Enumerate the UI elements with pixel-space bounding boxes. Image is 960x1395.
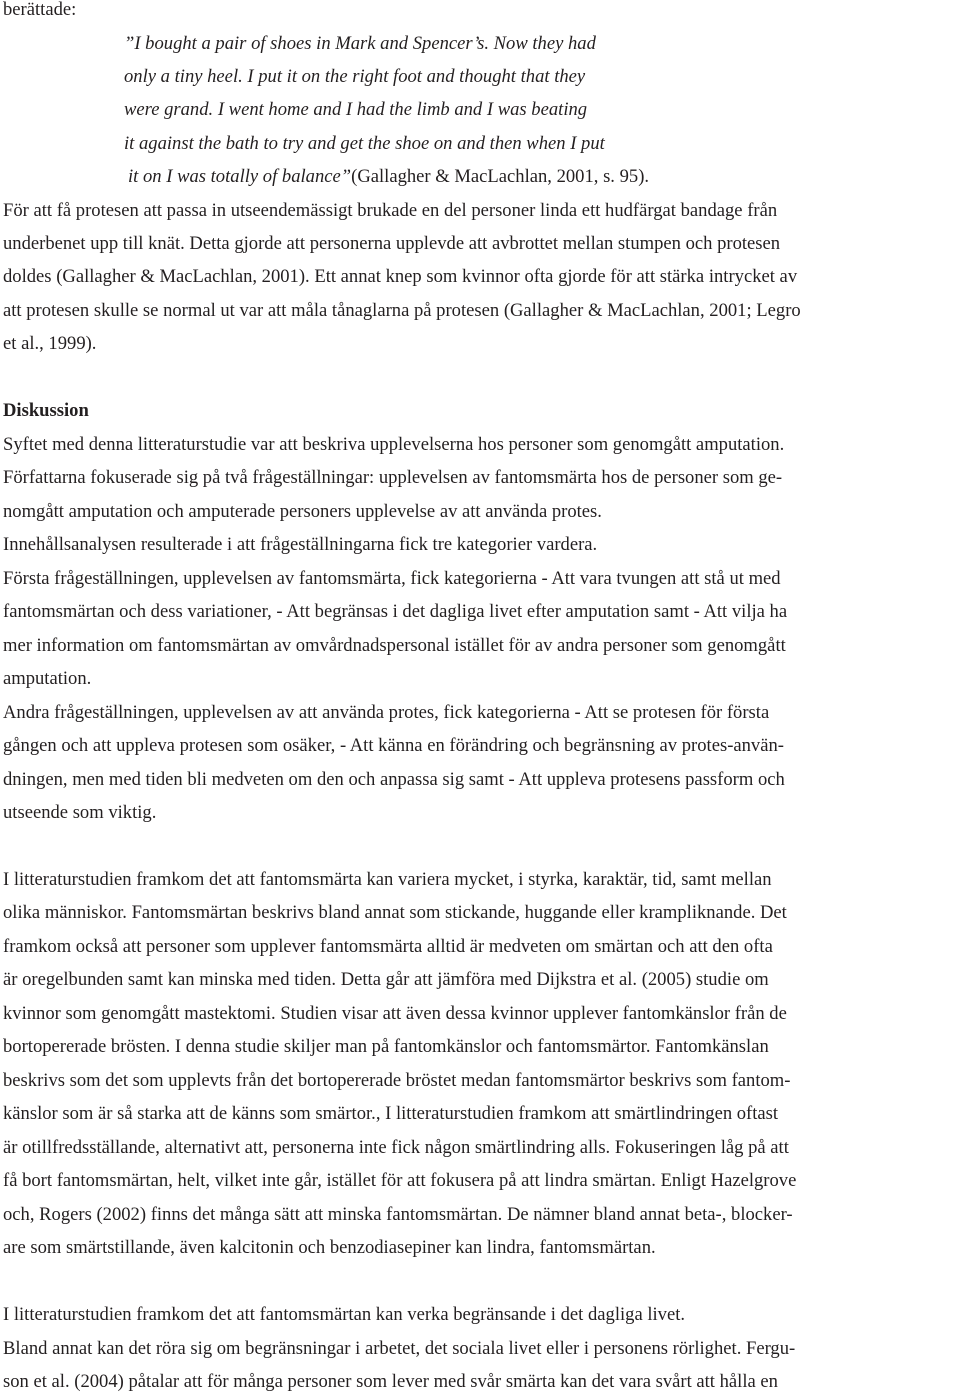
- paragraph-line: Författarna fokuserade sig på två frågeställningar: upplevelsen av fantomsmärta hos de personer som ge-: [3, 467, 783, 488]
- paragraph-line: are som smärtstillande, även kalcitonin och benzodiasepiner kan lindra, fantomsmärtan.: [3, 1237, 656, 1258]
- paragraph-line: mer information om fantomsmärtan av omvårdnadspersonal istället för av andra personer som genomgått: [3, 635, 786, 656]
- paragraph-line: underbenet upp till knät. Detta gjorde att personerna upplevde att avbrottet mellan stumpen och protesen: [3, 233, 781, 254]
- paragraph-line: Syftet med denna litteraturstudie var att beskriva upplevelserna hos personer som genomgått amputation.: [3, 434, 785, 455]
- paragraph-line: är oregelbunden samt kan minska med tiden. Detta går att jämföra med Dijkstra et al. (2005) studie om: [3, 969, 769, 990]
- paragraph-line: är otillfredsställande, alternativt att, personerna inte fick någon smärtlindring alls. Fokuseringen låg på att: [3, 1137, 789, 1158]
- paragraph-line: beskrivs som det som upplevts från det bortopererade bröstet medan fantomsmärtor beskrivs som fantom-: [3, 1070, 791, 1091]
- paragraph-line: fantomsmärtan och dess variationer, - Att begränsas i det dagliga livet efter amputation samt - Att vilja ha: [3, 601, 788, 622]
- quote-line: ”I bought a pair of shoes in Mark and Spencer’s. Now they had: [124, 33, 596, 54]
- paragraph-line: son et al. (2004) påtalar att för många personer som lever med svår smärta kan det vara svårt att hålla en: [3, 1371, 778, 1392]
- paragraph-line: gången och att uppleva protesen som osäker, - Att känna en förändring och begränsning av protes-använ-: [3, 735, 784, 756]
- paragraph-line: bortopererade brösten. I denna studie skiljer man på fantomkänslor och fantomsmärtor. Fantomkänslan: [3, 1036, 769, 1057]
- paragraph-line: framkom också att personer som upplever fantomsmärta alltid är medveten om smärtan och att den ofta: [3, 936, 773, 957]
- quote-citation: (Gallagher & MacLachlan, 2001, s. 95).: [351, 166, 650, 187]
- paragraph-line: et al., 1999).: [3, 333, 97, 354]
- paragraph-line: Bland annat kan det röra sig om begränsningar i arbetet, det sociala livet eller i personens rörlighet. Fergu-: [3, 1338, 796, 1359]
- intro-text: berättade:: [3, 0, 77, 20]
- paragraph-line: att protesen skulle se normal ut var att måla tånaglarna på protesen (Gallagher & MacLachlan, 2001; Legro: [3, 300, 801, 321]
- paragraph-line: utseende som viktig.: [3, 802, 157, 823]
- paragraph-line: och, Rogers (2002) finns det många sätt att minska fantomsmärtan. De nämner bland annat beta-, blocker-: [3, 1204, 793, 1225]
- paragraph-line: dningen, men med tiden bli medveten om den och anpassa sig samt - Att uppleva protesens passform och: [3, 769, 785, 790]
- quote-end-text: it on I was totally of balance”: [128, 166, 352, 187]
- paragraph-line: För att få protesen att passa in utseendemässigt brukade en del personer linda ett hudfärgat bandage från: [3, 200, 778, 221]
- quote-line: it against the bath to try and get the shoe on and then when I put: [124, 133, 605, 154]
- quote-line-last: [128, 165, 649, 189]
- paragraph-line: känslor som är så starka att de känns som smärtor., I litteraturstudien framkom att smärtlindringen oftast: [3, 1103, 779, 1124]
- paragraph-line: doldes (Gallagher & MacLachlan, 2001). Ett annat knep som kvinnor ofta gjorde för att stärka intrycket av: [3, 266, 798, 287]
- paragraph-line: amputation.: [3, 668, 92, 689]
- paragraph-line: Första frågeställningen, upplevelsen av fantomsmärta, fick kategorierna - Att vara tvungen att stå ut med: [3, 568, 781, 589]
- quote-line: were grand. I went home and I had the limb and I was beating: [124, 99, 588, 120]
- paragraph-line: I litteraturstudien framkom det att fantomsmärta kan variera mycket, i styrka, karaktär, tid, samt mellan: [3, 869, 772, 890]
- paragraph-line: I litteraturstudien framkom det att fantomsmärtan kan verka begränsande i det dagliga livet.: [3, 1304, 686, 1325]
- paragraph-line: olika människor. Fantomsmärtan beskrivs bland annat som stickande, huggande eller krampliknande. Det: [3, 902, 787, 923]
- paragraph-line: Andra frågeställningen, upplevelsen av att använda protes, fick kategorierna - Att se protesen för första: [3, 702, 770, 723]
- quote-line: only a tiny heel. I put it on the right foot and thought that they: [124, 66, 586, 87]
- paragraph-line: kvinnor som genomgått mastektomi. Studien visar att även dessa kvinnor upplever fantomkänslor från de: [3, 1003, 787, 1024]
- paragraph-line: nomgått amputation och amputerade personers upplevelse av att använda protes.: [3, 501, 602, 522]
- paragraph-line: få bort fantomsmärtan, helt, vilket inte går, istället för att fokusera på att lindra smärtan. Enligt Hazelgrove: [3, 1170, 797, 1191]
- section-heading: Diskussion: [3, 400, 89, 421]
- paragraph-line: Innehållsanalysen resulterade i att frågeställningarna fick tre kategorier vardera.: [3, 534, 598, 555]
